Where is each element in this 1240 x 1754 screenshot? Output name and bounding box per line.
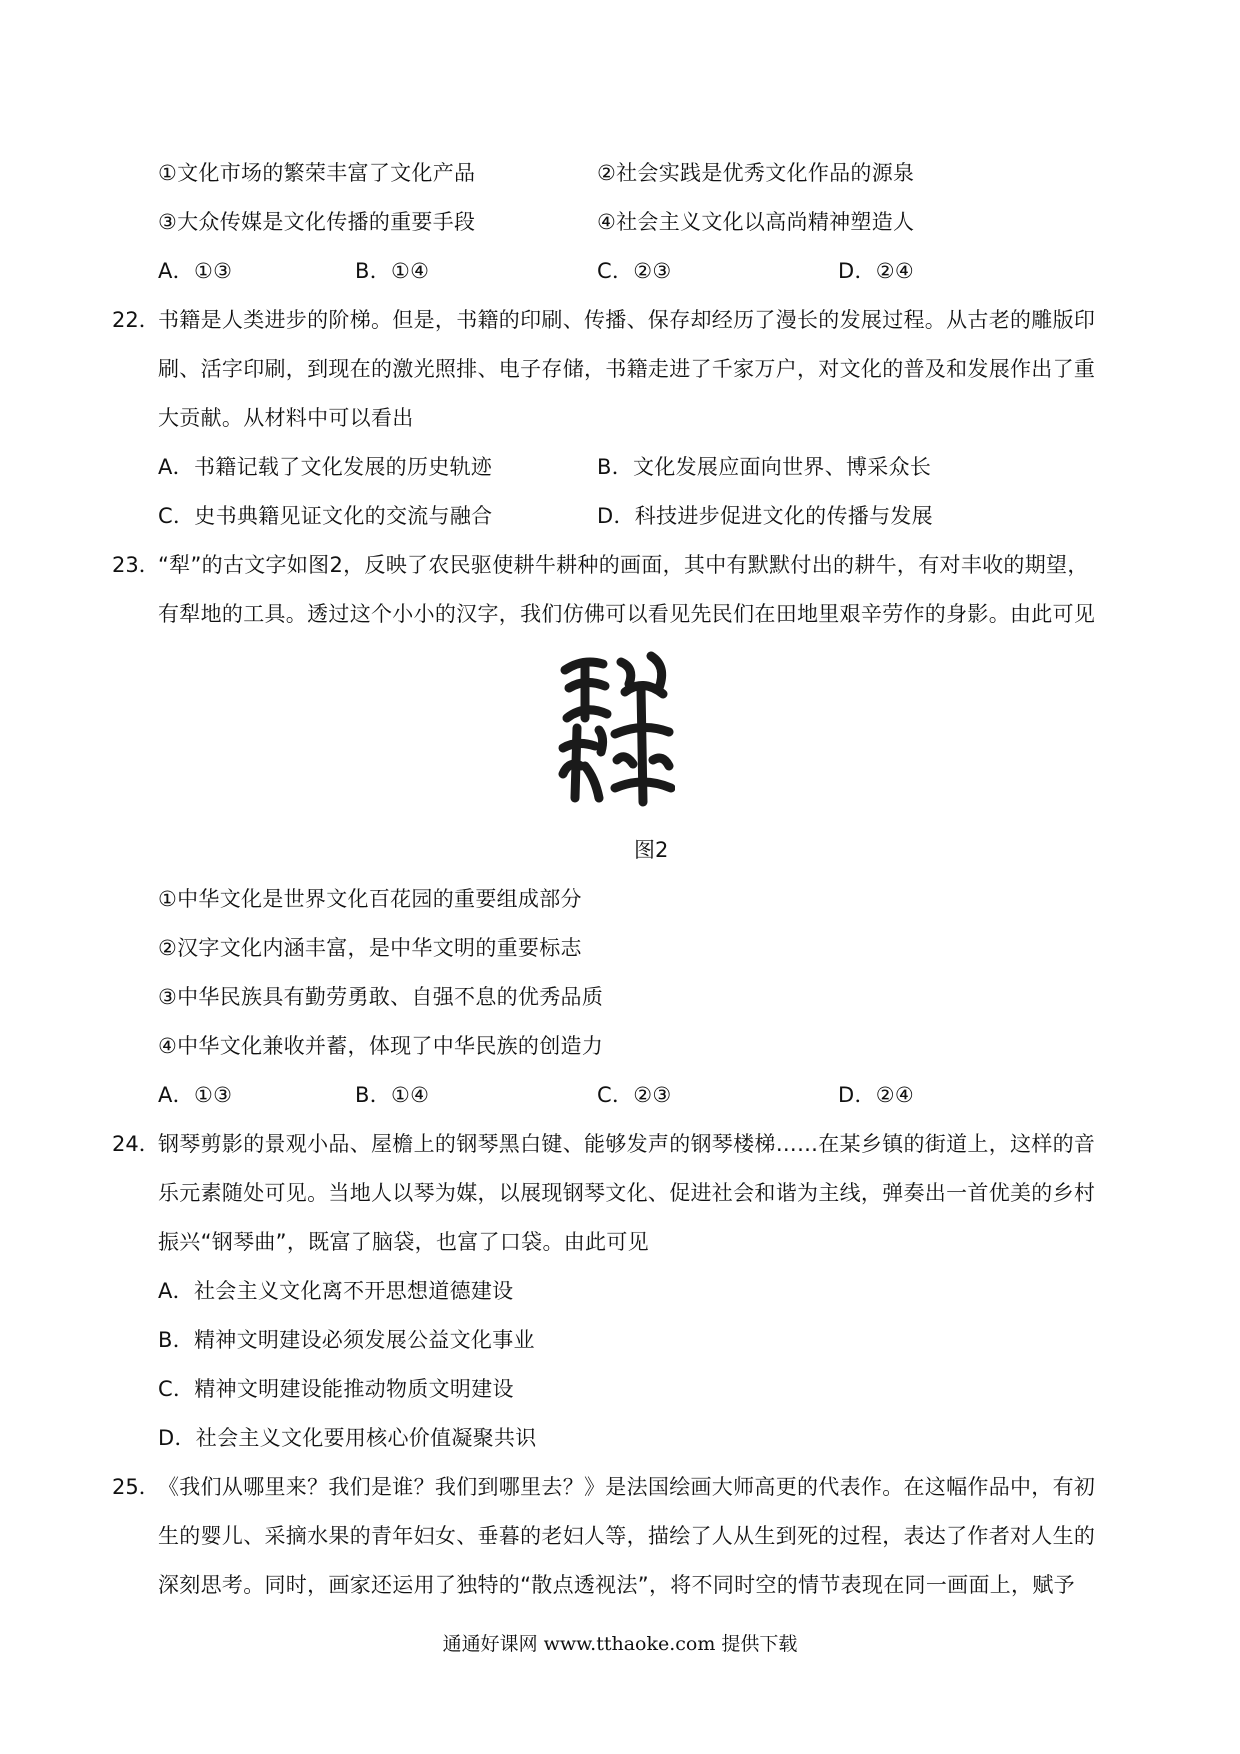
q23-option-a: A．①③	[158, 1083, 233, 1107]
q21-statement-1: ①文化市场的繁荣丰富了文化产品	[158, 161, 476, 185]
q24-option-d: D．社会主义文化要用核心价值凝聚共识	[158, 1426, 537, 1450]
q22-text-line-1: 书籍是人类进步的阶梯。但是，书籍的印刷、传播、保存却经历了漫长的发展过程。从古老的雕版印	[158, 308, 1096, 332]
q21-statement-3: ③大众传媒是文化传播的重要手段	[158, 210, 476, 234]
q21-statement-4: ④社会主义文化以高尚精神塑造人	[597, 210, 915, 234]
q22-option-b: B．文化发展应面向世界、博采众长	[597, 455, 932, 479]
q22-number: 22．	[112, 308, 160, 332]
q22-text-line-2: 刷、活字印刷，到现在的激光照排、电子存储，书籍走进了千家万户，对文化的普及和发展作出了重	[158, 357, 1096, 381]
q24-text-line-1: 钢琴剪影的景观小品、屋檐上的钢琴黑白键、能够发声的钢琴楼梯……在某乡镇的街道上，这样的音	[158, 1132, 1096, 1156]
q23-statement-1: ①中华文化是世界文化百花园的重要组成部分	[158, 887, 582, 911]
q24-text-line-2: 乐元素随处可见。当地人以琴为媒，以展现钢琴文化、促进社会和谐为主线，弹奏出一首优美的乡村	[158, 1181, 1096, 1205]
q21-option-b: B．①④	[355, 259, 430, 283]
q23-number: 23．	[112, 553, 160, 577]
q23-option-b: B．①④	[355, 1083, 430, 1107]
q25-text-line-1: 《我们从哪里来？我们是谁？我们到哪里去？》是法国绘画大师高更的代表作。在这幅作品中，有初	[158, 1475, 1096, 1499]
q24-text-line-3: 振兴“钢琴曲”，既富了脑袋，也富了口袋。由此可见	[158, 1230, 649, 1254]
q24-option-c: C．精神文明建设能推动物质文明建设	[158, 1377, 514, 1401]
q24-option-b: B．精神文明建设必须发展公益文化事业	[158, 1328, 535, 1352]
q23-text-line-1: “犁”的古文字如图2，反映了农民驱使耕牛耕种的画面，其中有默默付出的耕牛，有对丰收的期望，	[158, 553, 1089, 577]
q21-option-a: A．①③	[158, 259, 233, 283]
q23-option-d: D．②④	[838, 1083, 915, 1107]
q22-text-line-3: 大贡献。从材料中可以看出	[158, 406, 414, 430]
q25-text-line-3: 深刻思考。同时，画家还运用了独特的“散点透视法”，将不同时空的情节表现在同一画面上，赋予	[158, 1573, 1075, 1597]
figure-caption: 图2	[634, 838, 669, 862]
page-footer: 通通好课网 www.tthaoke.com 提供下载	[442, 1633, 798, 1655]
ancient-li-glyph-figure	[555, 648, 675, 810]
q21-option-c: C．②③	[597, 259, 672, 283]
q22-option-c: C．史书典籍见证文化的交流与融合	[158, 504, 493, 528]
q23-option-c: C．②③	[597, 1083, 672, 1107]
q23-text-line-2: 有犁地的工具。透过这个小小的汉字，我们仿佛可以看见先民们在田地里艰辛劳作的身影。由此可见	[158, 602, 1096, 626]
q21-option-d: D．②④	[838, 259, 915, 283]
q22-option-d: D．科技进步促进文化的传播与发展	[597, 504, 933, 528]
q22-option-a: A．书籍记载了文化发展的历史轨迹	[158, 455, 493, 479]
q24-option-a: A．社会主义文化离不开思想道德建设	[158, 1279, 514, 1303]
q25-number: 25．	[112, 1475, 160, 1499]
q23-statement-4: ④中华文化兼收并蓄，体现了中华民族的创造力	[158, 1034, 604, 1058]
q25-text-line-2: 生的婴儿、采摘水果的青年妇女、垂暮的老妇人等，描绘了人从生到死的过程，表达了作者对人生的	[158, 1524, 1096, 1548]
q21-statement-2: ②社会实践是优秀文化作品的源泉	[597, 161, 915, 185]
q24-number: 24．	[112, 1132, 160, 1156]
q23-statement-2: ②汉字文化内涵丰富，是中华文明的重要标志	[158, 936, 582, 960]
q23-statement-3: ③中华民族具有勤劳勇敢、自强不息的优秀品质	[158, 985, 604, 1009]
